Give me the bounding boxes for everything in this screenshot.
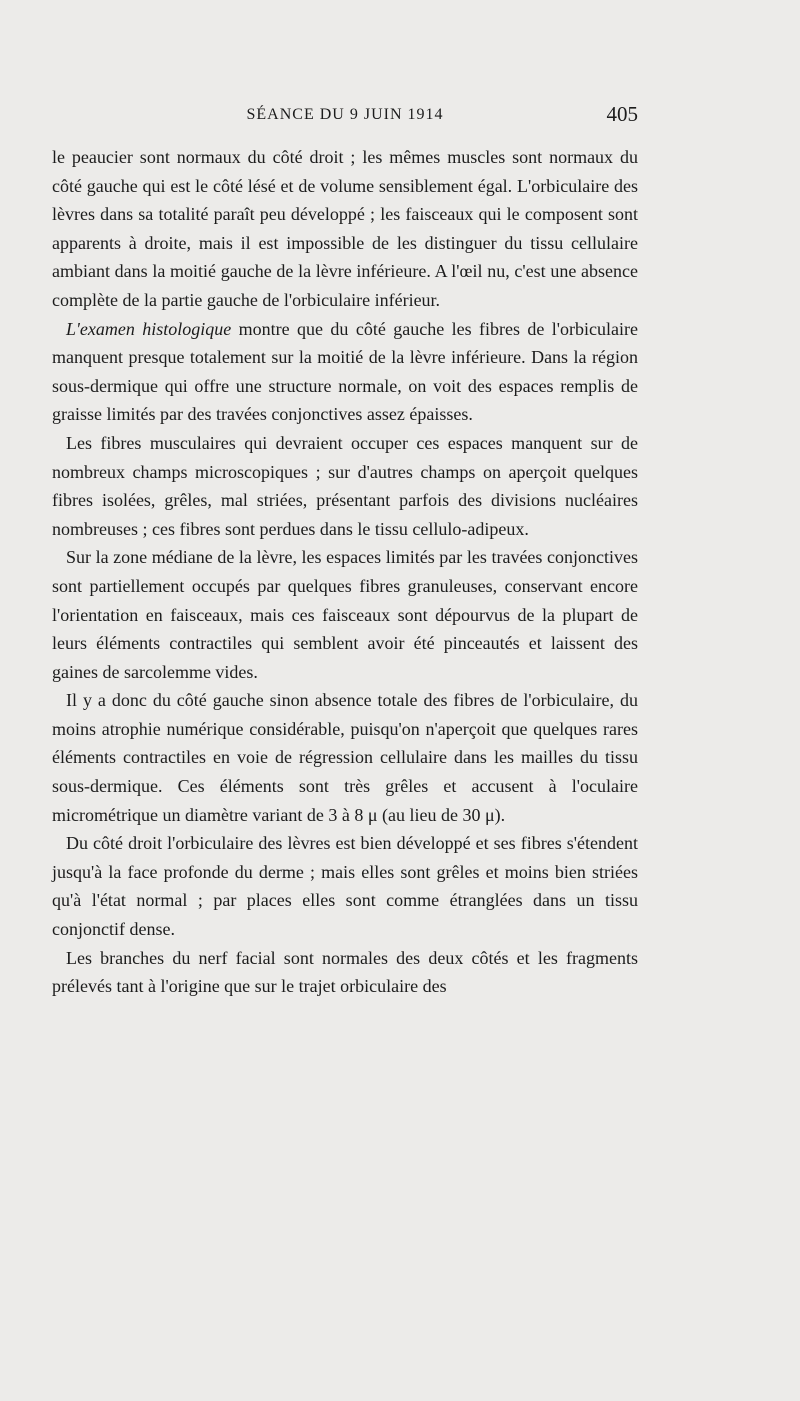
paragraph-1: [52, 143, 638, 315]
paragraph-text: Sur la zone médiane de la lèvre, les espaces limités par les travées conjonctives sont partiellement occupés par quelques fibres granuleuses, conservant encore l'orientation en faisceaux, mais ces faisceaux sont dépourvus de la plupart de leurs éléments contractiles qui semblent avoir été pinceautés et laissent des gaines de sarcolemme vides.: [52, 547, 638, 682]
paragraph-text: Du côté droit l'orbiculaire des lèvres est bien développé et ses fibres s'étendent jusqu'à la face profonde du derme ; mais elles sont grêles et moins bien striées qu'à l'état normal ; par places elles sont comme étranglées dans un tissu conjonctif dense.: [52, 833, 638, 940]
body-text: [52, 143, 638, 1001]
paragraph-text: Il y a donc du côté gauche sinon absence totale des fibres de l'orbiculaire, du moins atrophie numérique considérable, puisqu'on n'aperçoit que quelques rares éléments contractiles en voie de régression cellulaire dans les mailles du tissu sous-dermique. Ces éléments sont très grêles et accusent à l'oculaire micrométrique un diamètre variant de 3 à 8 μ (au lieu de 30 μ).: [52, 690, 638, 825]
paragraph-3: [52, 429, 638, 543]
paragraph-text: montre que du côté gauche les fibres de l'orbiculaire manquent presque totalement sur la moitié de la lèvre inférieure. Dans la région sous-dermique qui offre une structure normale, on voit des espaces remplis de graisse limités par des travées conjonctives assez épaisses.: [52, 318, 638, 425]
paragraph-text: le peaucier sont normaux du côté droit ; les mêmes muscles sont normaux du côté gauche qui est le côté lésé et de volume sensiblement égal. L'orbiculaire des lèvres dans sa totalité paraît peu développé ; les faisceaux qui le composent sont apparents à droite, mais il est impossible de les distinguer du tissu cellulaire ambiant dans la moitié gauche de la lèvre inférieure. A l'œil nu, c'est une absence complète de la partie gauche de l'orbiculaire inférieur.: [52, 147, 638, 310]
paragraph-text: Les fibres musculaires qui devraient occuper ces espaces manquent sur de nombreux champs microscopiques ; sur d'autres champs on aperçoit quelques fibres isolées, grêles, mal striées, présentant parfois des divisions nucléaires nombreuses ; ces fibres sont perdues dans le tissu cellulo-adipeux.: [52, 432, 638, 539]
page-number: 405: [606, 102, 638, 126]
italic-lead: L'examen histologique: [66, 318, 232, 339]
paragraph-text: Les branches du nerf facial sont normales des deux côtés et les fragments prélevés tant à l'origine que sur le trajet orbiculaire des: [52, 947, 638, 997]
page-header: [52, 104, 638, 132]
running-title: SÉANCE DU 9 JUIN 1914: [246, 106, 444, 123]
paragraph-7: [52, 944, 638, 1001]
paragraph-5: [52, 686, 638, 829]
paragraph-6: [52, 829, 638, 943]
paragraph-2: [52, 315, 638, 429]
paragraph-4: [52, 543, 638, 686]
